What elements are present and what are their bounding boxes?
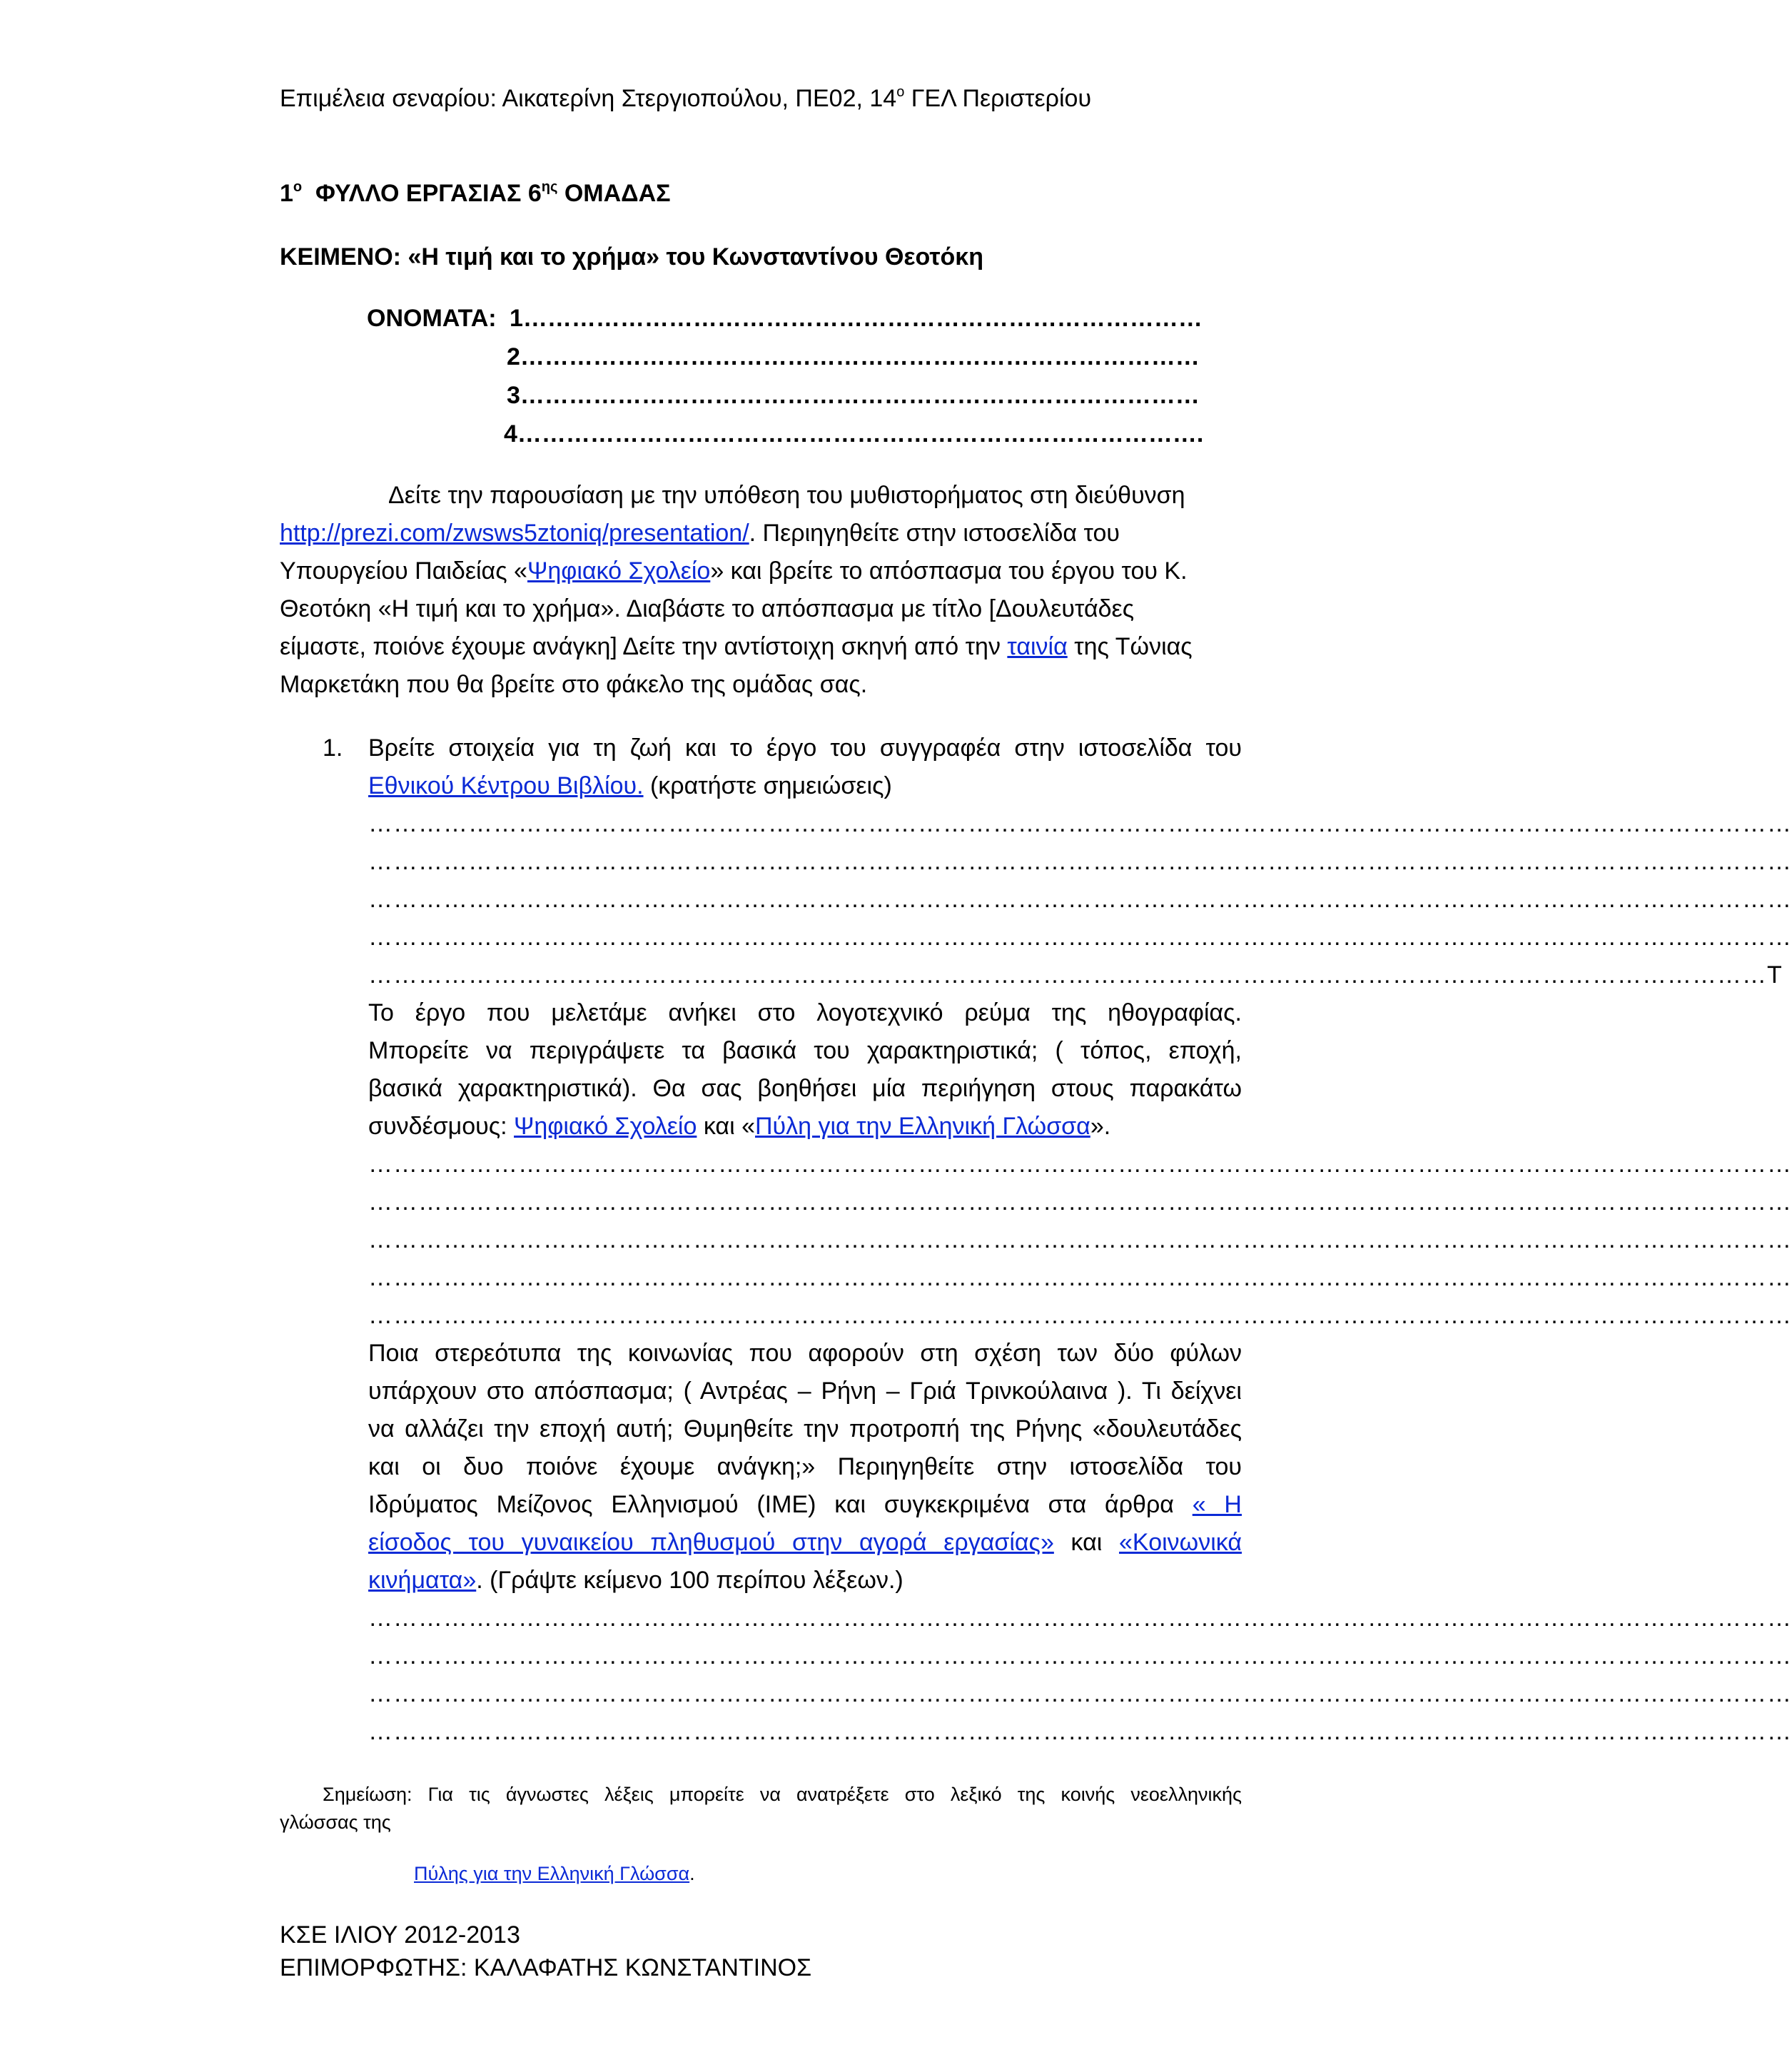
- footer-line-1: ΚΣΕ ΙΛΙΟΥ 2012-2013: [280, 1921, 520, 1949]
- task1-line-2-rest: (κρατήστε σημειώσεις): [643, 772, 892, 799]
- name-line-2: 2…………………………………………………………………………: [507, 343, 1200, 370]
- greek-language-portal-link[interactable]: Πύλης για την Ελληνική Γλώσσα: [414, 1863, 690, 1884]
- task2-line-4: [368, 1108, 1110, 1146]
- task2-line-4-b: και «: [697, 1113, 755, 1140]
- intro-line-5-a: είμαστε, ποιόνε έχουμε ανάγκη] Δείτε την αντίστοιχη σκηνή από την: [280, 633, 1008, 660]
- ime-social-movements-link[interactable]: κινήματα»: [368, 1567, 477, 1594]
- answer-line[interactable]: ………………………………………………………………………………………………………………………………………………………: [368, 1604, 1792, 1632]
- names-label: ΟΝΟΜΑΤΑ:: [367, 305, 497, 332]
- intro-line-4: Θεοτόκη «Η τιμή και το χρήμα». Διαβάστε το απόσπασμα με τίτλο [Δουλευτάδες: [280, 595, 1135, 622]
- prezi-link[interactable]: http://prezi.com/zwsws5ztoniq/presentation/: [280, 520, 749, 547]
- task2-line-2: Μπορείτε να περιγράψετε τα βασικά του χαρακτηριστικά; ( τόπος, εποχή,: [368, 1037, 1242, 1064]
- answer-line[interactable]: ………………………………………………………………………………………………………………………………………………………: [368, 924, 1792, 951]
- film-link[interactable]: ταινία: [1007, 633, 1068, 660]
- worksheet-title: [280, 175, 671, 213]
- task-number-1: 1.: [323, 734, 343, 762]
- worksheet-number: 1: [280, 180, 293, 207]
- task2-line-4-a: συνδέσμους:: [368, 1113, 515, 1140]
- intro-line-2-rest: . Περιηγηθείτε στην ιστοσελίδα του: [749, 520, 1120, 547]
- task3-line-7: [368, 1562, 903, 1599]
- note-line-2: γλώσσας της: [280, 1811, 391, 1833]
- greek-language-portal-link[interactable]: Πύλη για την Ελληνική Γλώσσα: [755, 1113, 1090, 1140]
- task2-line-3: βασικά χαρακτηριστικά). Θα σας βοηθήσει μία περιήγηση στους παρακάτω: [368, 1075, 1242, 1102]
- task3-line-7-rest: . (Γράψτε κείμενο 100 περίπου λέξεων.): [476, 1567, 903, 1594]
- answer-line[interactable]: ………………………………………………………………………………………………………………………………………………………: [368, 1226, 1792, 1253]
- task2-line-1: Το έργο που μελετάμε ανήκει στο λογοτεχνικό ρεύμα της ηθογραφίας.: [368, 999, 1242, 1026]
- intro-line-3-b: » και βρείτε το απόσπασμα του έργου του Κ.: [710, 557, 1188, 585]
- task3-line-6: [368, 1524, 1242, 1562]
- task3-line-2: υπάρχουν στο απόσπασμα; ( Αντρέας – Ρήνη – Γριά Τρινκούλαινα ). Τι δείχνει: [368, 1378, 1242, 1405]
- note-link-line: [397, 1860, 695, 1887]
- intro-line-6: Μαρκετάκη που θα βρείτε στο φάκελο της ομάδας σας.: [280, 671, 868, 698]
- answer-line[interactable]: ………………………………………………………………………………………………………………………………………………………: [368, 848, 1792, 875]
- ime-social-movements-link[interactable]: «Κοινωνικά: [1119, 1529, 1242, 1556]
- task3-line-3: να αλλάζει την εποχή αυτή; Θυμηθείτε την προτροπή της Ρήνης «δουλευτάδες: [368, 1415, 1242, 1442]
- answer-line[interactable]: ……………………………………………………………………………………………………………………………………………………Τ: [368, 961, 1783, 989]
- task3-line-4: και οι δυο ποιόνε έχουμε ανάγκη;» Περιηγηθείτε στην ιστοσελίδα του: [368, 1453, 1242, 1480]
- header-sup: ο: [896, 84, 905, 100]
- name-line-4: 4………………………………………………………………………….: [504, 420, 1204, 448]
- answer-line[interactable]: ………………………………………………………………………………………………………………………………………………………: [368, 1151, 1792, 1178]
- ime-workforce-link[interactable]: « Η: [1192, 1491, 1242, 1518]
- answer-line[interactable]: ………………………………………………………………………………………………………………………………………………………: [368, 1680, 1792, 1707]
- intro-line-3-a: Υπουργείου Παιδείας «: [280, 557, 527, 585]
- worksheet-number-sup: ο: [293, 179, 303, 195]
- footer-line-2: ΕΠΙΜΟΡΦΩΤΗΣ: ΚΑΛΑΦΑΤΗΣ ΚΩΝΣΤΑΝΤΙΝΟΣ: [280, 1954, 812, 1981]
- name-line-1: 1…………………………………………………………………………: [510, 305, 1203, 332]
- task3-line-6-mid: και: [1053, 1529, 1120, 1556]
- answer-line[interactable]: ………………………………………………………………………………………………………………………………………………………: [368, 1718, 1792, 1745]
- ime-workforce-link[interactable]: είσοδος του γυναικείου πληθυσμού στην αγορά εργασίας»: [368, 1529, 1054, 1556]
- task1-line-1: Βρείτε στοιχεία για τη ζωή και το έργο του συγγραφέα στην ιστοσελίδα του: [368, 734, 1242, 762]
- answer-line[interactable]: ………………………………………………………………………………………………………………………………………………………: [368, 1264, 1792, 1291]
- intro-line-5-b: της Τώνιας: [1067, 633, 1193, 660]
- digital-school-link[interactable]: Ψηφιακό Σχολείο: [527, 557, 711, 585]
- intro-line-2: [280, 515, 1120, 552]
- name-line-3: 3…………………………………………………………………………: [507, 382, 1200, 409]
- answer-line[interactable]: ………………………………………………………………………………………………………………………………………………………: [368, 1188, 1792, 1216]
- intro-line-5: [280, 628, 1193, 666]
- ekebi-link[interactable]: Εθνικού Κέντρου Βιβλίου.: [368, 772, 644, 799]
- text-title: ΚΕΙΜΕΝΟ: «Η τιμή και το χρήμα» του Κωνσταντίνου Θεοτόκη: [280, 243, 984, 271]
- task2-line-4-c: ».: [1090, 1113, 1111, 1140]
- task3-line-1: Ποια στερεότυπα της κοινωνίας που αφορούν στη σχέση των δύο φύλων: [368, 1340, 1242, 1367]
- intro-line-3: [280, 552, 1188, 590]
- header-text: Επιμέλεια σεναρίου: Αικατερίνη Στεργιοπούλου, ΠΕ02, 14: [280, 85, 897, 112]
- worksheet-title-a: ΦΥΛΛΟ ΕΡΓΑΣΙΑΣ 6: [315, 180, 542, 207]
- intro-line-1: Δείτε την παρουσίαση με την υπόθεση του μυθιστορήματος στη διεύθυνση: [388, 482, 1185, 509]
- answer-line[interactable]: ………………………………………………………………………………………………………………………………………………………: [368, 810, 1792, 837]
- note-line-1: Σημείωση: Για τις άγνωστες λέξεις μπορείτε να ανατρέξετε στο λεξικό της κοινής νεοελληνικής: [323, 1784, 1242, 1805]
- digital-school-link[interactable]: Ψηφιακό Σχολείο: [514, 1113, 697, 1140]
- task3-line-5-a: Ιδρύματος Μείζονος Ελληνισμού (ΙΜΕ) και συγκεκριμένα στα άρθρα: [368, 1491, 1193, 1518]
- task3-line-5: [368, 1486, 1242, 1524]
- header-text-rest: ΓΕΛ Περιστερίου: [904, 85, 1092, 112]
- answer-line[interactable]: ………………………………………………………………………………………………………………………………………………………: [368, 886, 1792, 913]
- task1-line-2: [368, 767, 892, 805]
- worksheet-title-sup: ης: [541, 179, 558, 195]
- note-tail: .: [689, 1863, 695, 1884]
- worksheet-title-b: ΟΜΑΔΑΣ: [557, 180, 671, 207]
- answer-line[interactable]: ………………………………………………………………………………………………………………………………………………………: [368, 1302, 1792, 1329]
- answer-line[interactable]: ………………………………………………………………………………………………………………………………………………………: [368, 1642, 1792, 1669]
- page-header: [280, 80, 1091, 118]
